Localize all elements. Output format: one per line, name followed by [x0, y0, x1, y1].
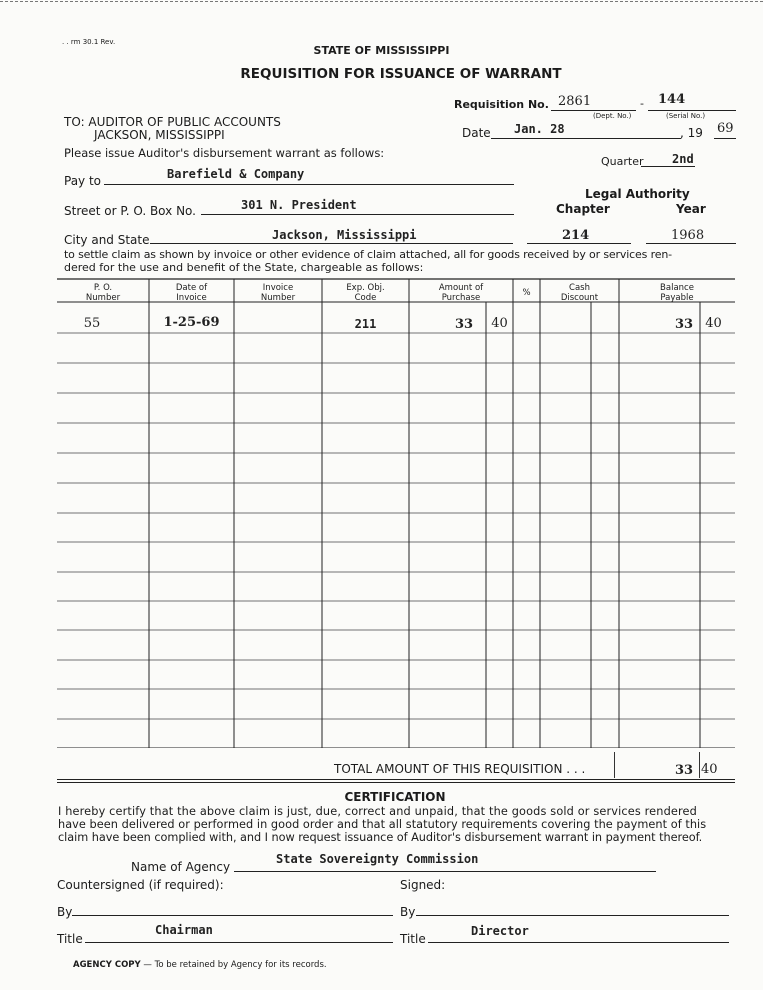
- total-rule-2: [57, 782, 735, 783]
- right-title-value: Director: [471, 924, 529, 938]
- chapter-value: 214: [562, 228, 590, 243]
- chapter-label: Chapter: [556, 202, 610, 216]
- serial-no-line: [648, 110, 736, 111]
- row-exp-code: 211: [354, 317, 377, 331]
- year-label: Year: [676, 202, 706, 216]
- pay-to-value: Barefield & Company: [167, 167, 305, 181]
- total-label: TOTAL AMOUNT OF THIS REQUISITION . . .: [334, 762, 586, 776]
- requisition-label: Requisition No.: [454, 98, 549, 111]
- claim-table: [57, 278, 735, 748]
- quarter-value: 2nd: [672, 152, 694, 166]
- dept-no-value: 2861: [558, 94, 592, 109]
- top-edge-line: [0, 1, 763, 2]
- city-line: [150, 243, 513, 244]
- dept-no-caption: (Dept. No.): [593, 112, 632, 120]
- city-value: Jackson, Mississippi: [272, 228, 417, 242]
- signed-label: Signed:: [400, 878, 446, 892]
- pay-to-line: [104, 184, 514, 185]
- serial-no-caption: (Serial No.): [666, 112, 706, 120]
- row-amount-dollars: 33: [454, 317, 474, 332]
- total-cents: 40: [701, 762, 718, 777]
- quarter-label: Quarter: [601, 155, 644, 168]
- header-po-number: P. O. Number: [85, 283, 121, 303]
- title-line-left: [85, 942, 393, 943]
- header-invoice-number: Invoice Number: [260, 283, 296, 303]
- dept-no-line: [551, 110, 636, 111]
- header-date-of-invoice: Date of Invoice: [175, 283, 208, 303]
- date-line: [491, 138, 681, 139]
- title-label-left: Title: [57, 932, 83, 946]
- date-value: Jan. 28: [514, 122, 565, 136]
- title-line-right: [428, 942, 729, 943]
- agency-copy-label: AGENCY COPY: [73, 960, 141, 970]
- total-cent-divider: [699, 752, 700, 778]
- form-number: . . rm 30.1 Rev.: [62, 38, 116, 46]
- by-line-left: [72, 915, 393, 916]
- row-balance-cents: 40: [705, 316, 722, 331]
- left-title-value: Chairman: [155, 923, 213, 937]
- legal-authority-heading: Legal Authority: [585, 187, 690, 201]
- settle-text-2: dered for the use and benefit of the State, chargeable as follows:: [64, 261, 424, 274]
- street-value: 301 N. President: [241, 198, 357, 212]
- agency-copy-footer: [73, 960, 327, 970]
- total-rule-1: [57, 779, 735, 780]
- requisition-dash: -: [640, 97, 644, 110]
- title-label-right: Title: [400, 932, 426, 946]
- header-percent: %: [522, 288, 531, 298]
- header-balance-payable: Balance Payable: [660, 283, 694, 303]
- by-line-right: [416, 915, 729, 916]
- header-exp-obj-code: Exp. Obj. Code: [346, 283, 385, 303]
- legal-year-value: 1968: [671, 228, 705, 243]
- certification-line-3: claim have been complied with, and I now request issuance of Auditor's disbursement warrant in payment thereof.: [58, 831, 703, 844]
- chapter-line: [527, 243, 631, 244]
- street-line: [201, 214, 514, 215]
- agency-value: State Sovereignty Commission: [276, 852, 479, 866]
- addressee-line-2: JACKSON, MISSISSIPPI: [94, 128, 225, 142]
- countersigned-label: Countersigned (if required):: [57, 878, 224, 892]
- serial-no-value: 144: [658, 92, 686, 107]
- total-dollars: 33: [675, 763, 694, 778]
- header-amount-of-purchase: Amount of Purchase: [438, 283, 484, 303]
- date-year-value: 69: [717, 121, 734, 136]
- addressee-line-1: TO: AUDITOR OF PUBLIC ACCOUNTS: [64, 115, 281, 129]
- by-label-left: By: [57, 905, 73, 919]
- pay-to-label: Pay to: [64, 174, 102, 188]
- row-invoice-date: 1-25-69: [163, 315, 220, 330]
- table-grid: [57, 278, 735, 748]
- total-left-bracket: [614, 752, 615, 778]
- state-heading: STATE OF MISSISSIPPI: [313, 44, 450, 57]
- legal-year-line: [646, 243, 736, 244]
- city-label: City and State: [64, 233, 150, 247]
- date-label: Date: [462, 126, 491, 140]
- quarter-line: [641, 166, 695, 167]
- agency-label: Name of Agency: [131, 860, 231, 874]
- settle-text-1: to settle claim as shown by invoice or other evidence of claim attached, all for goods received by or services ren-: [64, 248, 672, 261]
- by-label-right: By: [400, 905, 416, 919]
- row-balance-dollars: 33: [674, 317, 694, 332]
- form-title: REQUISITION FOR ISSUANCE OF WARRANT: [240, 66, 562, 82]
- row-amount-cents: 40: [491, 316, 508, 331]
- certification-heading: CERTIFICATION: [344, 790, 446, 804]
- row-po-number: 55: [83, 316, 101, 331]
- agency-copy-note: — To be retained by Agency for its records.: [140, 960, 327, 970]
- date-year-prefix: , 19: [680, 126, 703, 140]
- date-year-line: [714, 138, 736, 139]
- header-cash-discount: Cash Discount: [560, 283, 599, 303]
- certification-line-1: I hereby certify that the above claim is just, due, correct and unpaid, that the goods sold or services rendered: [58, 805, 697, 818]
- certification-line-2: have been delivered or performed in good order and that all statutory requirements covering the payment of this: [58, 818, 707, 831]
- street-label: Street or P. O. Box No.: [64, 204, 196, 218]
- agency-line: [234, 871, 656, 872]
- issue-instruction: Please issue Auditor's disbursement warrant as follows:: [64, 146, 385, 160]
